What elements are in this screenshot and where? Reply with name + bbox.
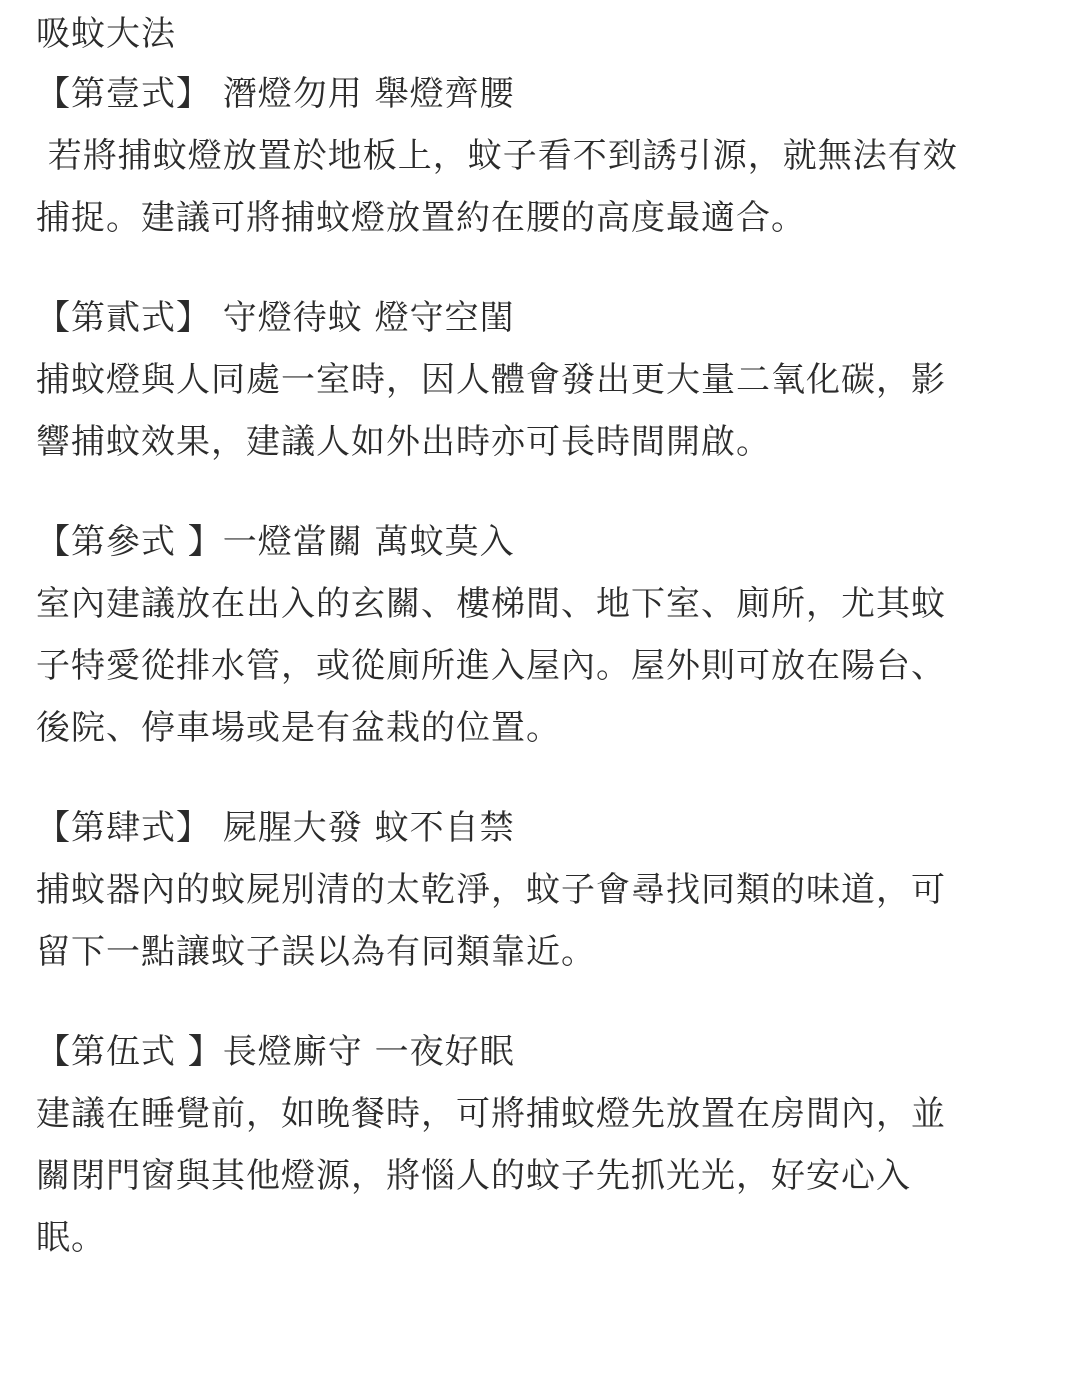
section-text-line: 眠。 [36, 1218, 106, 1258]
section-2 [36, 298, 1046, 462]
section-heading: 【第貳式】 守燈待蚊 燈守空閨 [36, 298, 515, 338]
section-text-line: 子特愛從排水管，或從廁所進入屋內。屋外則可放在陽台、 [36, 646, 946, 686]
section-text-line: 捕捉。建議可將捕蚊燈放置約在腰的高度最適合。 [36, 198, 806, 238]
section-text-line: 捕蚊器內的蚊屍別清的太乾淨，蚊子會尋找同類的味道，可 [36, 870, 946, 910]
section-heading: 【第肆式】 屍腥大發 蚊不自禁 [36, 808, 515, 848]
section-text-line: 捕蚊燈與人同處一室時，因人體會發出更大量二氧化碳，影 [36, 360, 946, 400]
section-heading: 【第壹式】 潛燈勿用 舉燈齊腰 [36, 74, 515, 114]
section-1 [36, 74, 1046, 238]
section-text-line: 響捕蚊效果，建議人如外出時亦可長時間開啟。 [36, 422, 771, 462]
section-text-line: 室內建議放在出入的玄關、樓梯間、地下室、廁所，尤其蚊 [36, 584, 946, 624]
section-text-line: 建議在睡覺前，如晚餐時，可將捕蚊燈先放置在房間內，並 [36, 1094, 946, 1134]
section-text-line: 關閉門窗與其他燈源，將惱人的蚊子先抓光光，好安心入 [36, 1156, 911, 1196]
page-title: 吸蚊大法 [36, 14, 176, 54]
section-text-line: 後院、停車場或是有盆栽的位置。 [36, 708, 561, 748]
section-4 [36, 808, 1046, 972]
section-heading: 【第參式 】一燈當關 萬蚊莫入 [36, 522, 515, 562]
section-heading: 【第伍式 】長燈廝守 一夜好眠 [36, 1032, 515, 1072]
section-5 [36, 1032, 1046, 1258]
article [36, 14, 1046, 1280]
section-text-line: 若將捕蚊燈放置於地板上，蚊子看不到誘引源，就無法有效 [36, 136, 958, 176]
section-3 [36, 522, 1046, 748]
section-text-line: 留下一點讓蚊子誤以為有同類靠近。 [36, 932, 596, 972]
